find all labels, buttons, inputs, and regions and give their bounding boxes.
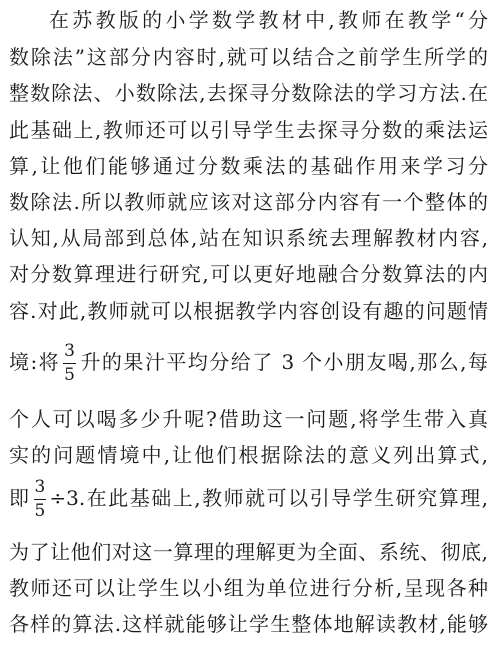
text-line xyxy=(9,117,488,143)
line-text: 此基础上,教师还可以引导学生去探寻分数的乘法运 xyxy=(9,118,488,142)
line-text: 算,让他们能够通过分数乘法的基础作用来学习分 xyxy=(9,154,488,178)
line-text: 在苏教版的小学数学教材中,教师在教学“分 xyxy=(49,8,488,32)
line-text: 认知,从局部到总体,站在知识系统去理解教材内容, xyxy=(9,226,488,250)
line-text-before: 即 xyxy=(9,486,31,510)
text-line xyxy=(9,80,488,106)
text-line xyxy=(9,44,488,70)
text-line xyxy=(9,406,488,432)
fraction xyxy=(63,343,76,384)
line-text-after: ÷3.在此基础上,教师就可以引导学生研究算理, xyxy=(49,486,488,510)
line-text: 为了让他们对这一算理的理解更为全面、系统、彻底, xyxy=(9,540,488,564)
line-text: 容.对此,教师就可以根据教学内容创设有趣的问题情 xyxy=(9,299,488,323)
text-line xyxy=(9,442,488,468)
fraction-bar xyxy=(63,363,76,364)
text-line xyxy=(9,611,488,637)
fraction xyxy=(34,479,47,520)
fraction-numerator: 3 xyxy=(64,341,75,361)
text-line-with-fraction xyxy=(9,469,488,527)
line-text: 对分数算理进行研究,可以更好地融合分数算法的内 xyxy=(9,262,488,286)
text-line xyxy=(49,7,488,33)
line-text: 数除法.所以教师就应该对这部分内容有一个整体的 xyxy=(9,190,488,214)
line-text: 数除法”这部分内容时,就可以结合之前学生所学的 xyxy=(9,45,488,69)
line-text-after: 升的果汁平均分给了 3 个小朋友喝,那么,每 xyxy=(78,350,488,374)
fraction-bar xyxy=(34,499,47,500)
line-text: 各样的算法.这样就能够让学生整体地解读教材,能够 xyxy=(9,612,488,636)
line-text: 实的问题情境中,让他们根据除法的意义列出算式, xyxy=(9,443,488,467)
line-text: 教师还可以让学生以小组为单位进行分析,呈现各种 xyxy=(9,576,488,600)
text-line xyxy=(9,261,488,287)
line-text: 个人可以喝多少升呢?借助这一问题,将学生带入真 xyxy=(9,407,488,431)
fraction-denominator: 5 xyxy=(64,365,75,385)
text-line xyxy=(9,189,488,215)
line-text-before: 境:将 xyxy=(9,350,61,374)
text-line xyxy=(9,539,488,565)
fraction-numerator: 3 xyxy=(34,477,46,497)
text-line xyxy=(9,153,488,179)
text-line-with-fraction xyxy=(9,333,488,391)
fraction-denominator: 5 xyxy=(34,501,46,521)
text-line xyxy=(9,225,488,251)
text-line xyxy=(9,298,488,324)
text-line xyxy=(9,575,488,601)
line-text: 整数除法、小数除法,去探寻分数除法的学习方法.在 xyxy=(9,81,488,105)
